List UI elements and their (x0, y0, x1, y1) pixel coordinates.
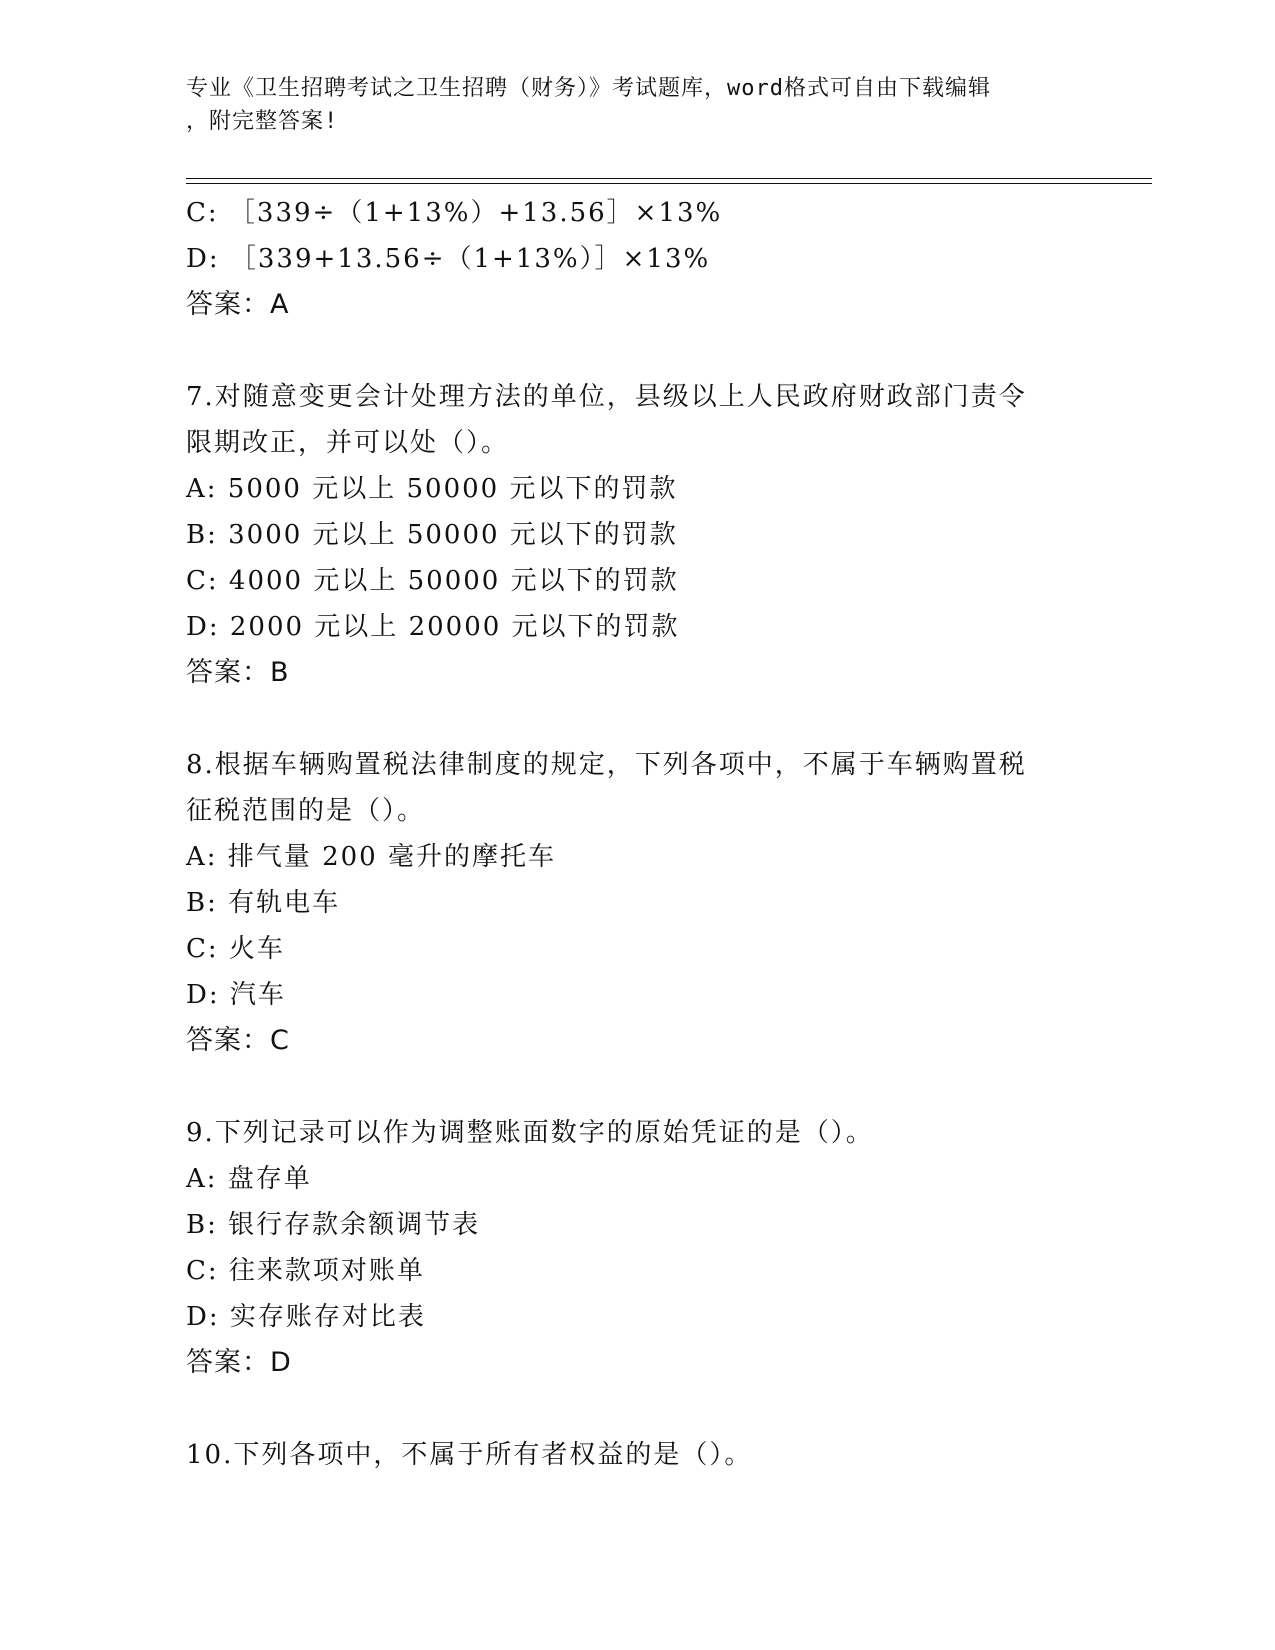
option-a: A: 盘存单 (186, 1164, 312, 1194)
option-a: A: 排气量 200 毫升的摩托车 (186, 842, 556, 872)
spacer (186, 1386, 1146, 1432)
spacer (186, 696, 1146, 742)
option-d: D: ［339+13.56÷（1+13%）］×13% (186, 244, 711, 274)
spacer (186, 1064, 1146, 1110)
option-d: D: 实存账存对比表 (186, 1302, 426, 1332)
spacer (186, 328, 1146, 374)
header-divider-top (186, 178, 1152, 179)
option-d: D: 汽车 (186, 980, 286, 1010)
answer-line: 答案：A (186, 289, 290, 320)
question-stem: 征税范围的是（）。 (186, 796, 426, 826)
document-header (186, 72, 1066, 138)
question-6-tail (186, 190, 1146, 328)
header-line-2: ，附完整答案! (186, 109, 339, 134)
question-stem: 限期改正，并可以处（）。 (186, 428, 510, 458)
question-10 (186, 1432, 1146, 1478)
question-list (186, 190, 1146, 1478)
question-7 (186, 374, 1146, 696)
option-c: C: ［339÷（1+13%）+13.56］×13% (186, 198, 723, 228)
option-a: A: 5000 元以上 50000 元以下的罚款 (186, 474, 678, 504)
answer-line: 答案：B (186, 657, 290, 688)
question-stem: 8.根据车辆购置税法律制度的规定，下列各项中，不属于车辆购置税 (186, 750, 1027, 780)
header-divider-bottom (186, 183, 1152, 184)
question-stem: 7.对随意变更会计处理方法的单位，县级以上人民政府财政部门责令 (186, 382, 1027, 412)
question-9 (186, 1110, 1146, 1386)
question-stem: 10.下列各项中，不属于所有者权益的是（）。 (186, 1440, 753, 1470)
header-line-1: 专业《卫生招聘考试之卫生招聘（财务）》考试题库，word格式可自由下载编辑 (186, 76, 991, 101)
option-b: B: 银行存款余额调节表 (186, 1210, 481, 1240)
option-c: C: 4000 元以上 50000 元以下的罚款 (186, 566, 679, 596)
option-b: B: 3000 元以上 50000 元以下的罚款 (186, 520, 678, 550)
option-c: C: 火车 (186, 934, 285, 964)
option-b: B: 有轨电车 (186, 888, 341, 918)
question-stem: 9.下列记录可以作为调整账面数字的原始凭证的是（）。 (186, 1118, 874, 1148)
option-d: D: 2000 元以上 20000 元以下的罚款 (186, 612, 680, 642)
answer-line: 答案：C (186, 1025, 290, 1056)
question-8 (186, 742, 1146, 1064)
option-c: C: 往来款项对账单 (186, 1256, 425, 1286)
answer-line: 答案：D (186, 1347, 292, 1378)
